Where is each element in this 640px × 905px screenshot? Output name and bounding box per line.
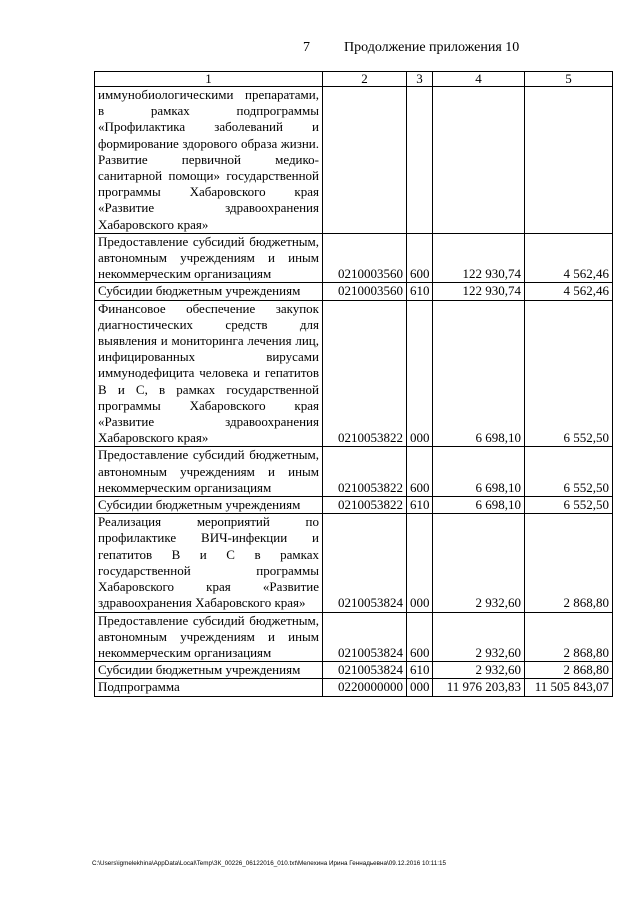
column-header: 5: [525, 72, 613, 87]
amount-cell: 6 552,50: [525, 447, 613, 497]
table-row: [95, 679, 613, 696]
row-name-cell: Субсидии бюджетным учреждениям: [95, 497, 323, 514]
table-row: [95, 283, 613, 300]
target-code-cell: 0210053824: [323, 514, 407, 612]
amount-cell: 6 698,10: [433, 300, 525, 447]
target-code-cell: 0210053822: [323, 300, 407, 447]
expense-type-cell: 600: [407, 447, 433, 497]
expense-type-cell: [407, 87, 433, 234]
table-row: [95, 612, 613, 662]
column-header: 2: [323, 72, 407, 87]
table-row: [95, 514, 613, 612]
target-code-cell: 0210053822: [323, 497, 407, 514]
amount-cell: 122 930,74: [433, 233, 525, 283]
amount-cell: 2 932,60: [433, 662, 525, 679]
table-row: [95, 300, 613, 447]
expense-type-cell: 600: [407, 233, 433, 283]
table-row: [95, 87, 613, 234]
row-name-cell: Финансовое обеспечение закупок диагностических средств для выявления и мониторинга лечения лиц, инфицированных вирусами иммунодефицита человека и гепатитов В и С, в рамках государственной программы Хабаровского края «Развитие здравоохранения Хабаровского края»: [95, 300, 323, 447]
table-row: [95, 233, 613, 283]
column-header: 3: [407, 72, 433, 87]
budget-table: [94, 71, 613, 697]
amount-cell: 6 698,10: [433, 447, 525, 497]
target-code-cell: 0210003560: [323, 233, 407, 283]
appendix-continuation-heading: Продолжение приложения 10: [344, 40, 520, 55]
amount-cell: 2 868,80: [525, 514, 613, 612]
amount-cell: 4 562,46: [525, 283, 613, 300]
expense-type-cell: 000: [407, 514, 433, 612]
target-code-cell: 0210053824: [323, 662, 407, 679]
amount-cell: 6 698,10: [433, 497, 525, 514]
amount-cell: [433, 87, 525, 234]
column-header: 4: [433, 72, 525, 87]
expense-type-cell: 610: [407, 283, 433, 300]
amount-cell: 11 976 203,83: [433, 679, 525, 696]
amount-cell: 11 505 843,07: [525, 679, 613, 696]
target-code-cell: 0210003560: [323, 283, 407, 300]
row-name-cell: Субсидии бюджетным учреждениям: [95, 662, 323, 679]
column-header: 1: [95, 72, 323, 87]
amount-cell: 2 932,60: [433, 612, 525, 662]
row-name-cell: Предоставление субсидий бюджетным, автономным учреждениям и иным некоммерческим организациям: [95, 612, 323, 662]
expense-type-cell: 000: [407, 300, 433, 447]
amount-cell: 4 562,46: [525, 233, 613, 283]
footer-file-path: C:\Users\igmelekhina\AppData\Local\Temp\ЗК_00226_06122016_010.txt\Мелехина Ирина Геннадьевна\09.12.2016 10:11:15: [92, 860, 447, 867]
table-row: [95, 662, 613, 679]
amount-cell: 122 930,74: [433, 283, 525, 300]
expense-type-cell: 610: [407, 662, 433, 679]
expense-type-cell: 000: [407, 679, 433, 696]
amount-cell: 6 552,50: [525, 497, 613, 514]
row-name-cell: Предоставление субсидий бюджетным, автономным учреждениям и иным некоммерческим организациям: [95, 233, 323, 283]
row-name-cell: Реализация мероприятий по профилактике ВИЧ-инфекции и гепатитов В и С в рамках государственной программы Хабаровского края «Развитие здравоохранения Хабаровского края»: [95, 514, 323, 612]
expense-type-cell: 600: [407, 612, 433, 662]
row-name-cell: Предоставление субсидий бюджетным, автономным учреждениям и иным некоммерческим организациям: [95, 447, 323, 497]
column-number-row: [95, 72, 613, 87]
amount-cell: 2 868,80: [525, 612, 613, 662]
target-code-cell: 0220000000: [323, 679, 407, 696]
page-number: 7: [303, 40, 310, 55]
table-row: [95, 447, 613, 497]
table-row: [95, 497, 613, 514]
amount-cell: 2 932,60: [433, 514, 525, 612]
amount-cell: [525, 87, 613, 234]
amount-cell: 2 868,80: [525, 662, 613, 679]
target-code-cell: [323, 87, 407, 234]
row-name-cell: Субсидии бюджетным учреждениям: [95, 283, 323, 300]
row-name-cell: Подпрограмма: [95, 679, 323, 696]
expense-type-cell: 610: [407, 497, 433, 514]
row-name-cell: иммунобиологическими препаратами, в рамках подпрограммы «Профилактика заболеваний и формирование здорового образа жизни. Развитие первичной медико-санитарной помощи» государственной программы Хабаровского края «Развитие здравоохранения Хабаровского края»: [95, 87, 323, 234]
table-body: [95, 87, 613, 697]
target-code-cell: 0210053824: [323, 612, 407, 662]
target-code-cell: 0210053822: [323, 447, 407, 497]
amount-cell: 6 552,50: [525, 300, 613, 447]
